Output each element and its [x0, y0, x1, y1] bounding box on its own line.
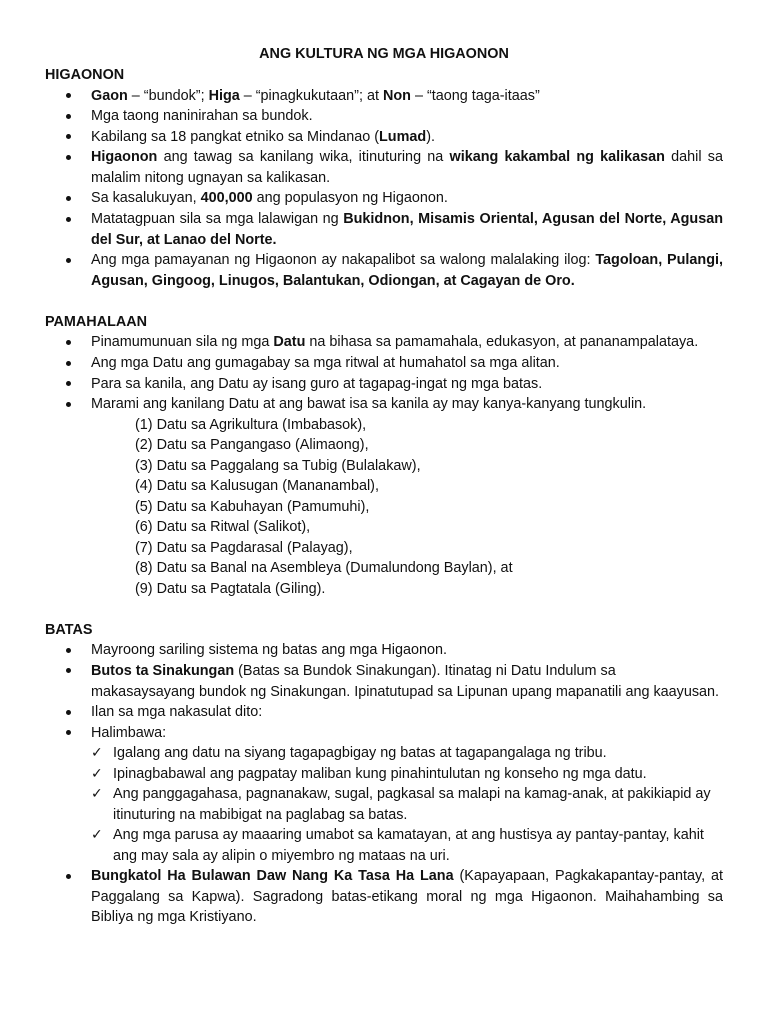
document-title: ANG KULTURA NG MGA HIGAONON [259, 46, 509, 62]
section-heading-higaonon: HIGAONON [45, 67, 125, 83]
section-heading-pamahalaan: PAMAHALAAN [45, 313, 148, 330]
checklist-item: ✓ Ang panggagahasa, pagnanakaw, sugal, pagkasal sa malapi na kamag-anak, at pakikiapid ay itinuturing na mabibigat na paglabag sa batas. [91, 784, 723, 825]
list-item: Mayroong sariling sistema ng batas ang mga Higaonon. [45, 640, 723, 661]
list-item: Ang mga Datu ang gumagabay sa mga ritwal at humahatol sa mga alitan. [45, 353, 723, 374]
section-heading-batas: BATAS [45, 621, 93, 638]
datu-role-item: (2) Datu sa Pangangaso (Alimaong), [135, 437, 369, 454]
list-item: Mga taong naninirahan sa bundok. [45, 106, 723, 127]
datu-role-item: (5) Datu sa Kabuhayan (Pamumuhi), [135, 498, 370, 515]
datu-role-item: (7) Datu sa Pagdarasal (Palayag), [135, 539, 353, 556]
list-item: Para sa kanila, ang Datu ay isang guro at tagapag-ingat ng mga batas. [45, 374, 723, 395]
list-item: Halimbawa: [45, 723, 723, 744]
checklist-item: ✓ Ang mga parusa ay maaaring umabot sa kamatayan, at ang hustisya ay pantay-pantay, kahit ang may sala ay alipin o miyembro ng mataas na uri. [91, 825, 723, 866]
list-item: Matatagpuan sila sa mga lalawigan ng Bukidnon, Misamis Oriental, Agusan del Norte, Agusan del Sur, at Lanao del Norte. [45, 209, 723, 250]
datu-role-item: (8) Datu sa Banal na Asembleya (Dumalundong Baylan), at [135, 560, 513, 577]
batas-list-continued [45, 866, 723, 928]
higaonon-list [45, 86, 723, 292]
datu-role-item: (6) Datu sa Ritwal (Salikot), [135, 519, 311, 536]
batas-list [45, 640, 723, 743]
list-item: Butos ta Sinakungan (Batas sa Bundok Sinakungan). Itinatag ni Datu Indulum sa makasaysayang bundok ng Sinakungan. Ipinatutupad sa Lipunan upang mapanatili ang kaayusan. [45, 661, 723, 702]
list-item: Ilan sa mga nakasulat dito: [45, 702, 723, 723]
datu-role-item: (9) Datu sa Pagtatala (Giling). [135, 580, 326, 597]
datu-role-item: (4) Datu sa Kalusugan (Mananambal), [135, 478, 379, 495]
checklist-item: ✓ Ipinagbabawal ang pagpatay maliban kung pinahintulutan ng konseho ng mga datu. [91, 764, 723, 785]
list-item: Ang mga pamayanan ng Higaonon ay nakapalibot sa walong malalaking ilog: Tagoloan, Pulangi, Agusan, Gingoog, Linugos, Balantukan, Odiongan, at Cagayan de Oro. [45, 250, 723, 291]
list-item: Higaonon ang tawag sa kanilang wika, itinuturing na wikang kakambal ng kalikasan dahil sa malalim nitong ugnayan sa kalikasan. [45, 147, 723, 188]
checklist-item: ✓ Igalang ang datu na siyang tagapagbigay ng batas at tagapangalaga ng tribu. [91, 743, 723, 764]
batas-examples-list [45, 743, 723, 866]
list-item: Pinamumunuan sila ng mga Datu na bihasa sa pamamahala, edukasyon, at pananampalataya. [45, 332, 723, 353]
document-page [45, 44, 723, 928]
datu-roles-list [45, 415, 723, 600]
list-item: Bungkatol Ha Bulawan Daw Nang Ka Tasa Ha Lana (Kapayapaan, Pagkakapantay-pantay, at Paggalang sa Kapwa). Sagradong batas-etikang moral ng mga Higaonon. Maihahambing sa Bibliya ng mga Kristiyano. [45, 866, 723, 928]
datu-role-item: (3) Datu sa Paggalang sa Tubig (Bulalakaw), [135, 457, 421, 474]
list-item: Sa kasalukuyan, 400,000 ang populasyon ng Higaonon. [45, 188, 723, 209]
pamahalaan-list [45, 332, 723, 414]
list-item: Marami ang kanilang Datu at ang bawat isa sa kanila ay may kanya-kanyang tungkulin. [45, 394, 723, 415]
datu-role-item: (1) Datu sa Agrikultura (Imbabasok), [135, 416, 367, 433]
list-item: Kabilang sa 18 pangkat etniko sa Mindanao (Lumad). [45, 127, 723, 148]
list-item: Gaon – “bundok”; Higa – “pinagkukutaan”; at Non – “taong taga-itaas” [45, 86, 723, 107]
